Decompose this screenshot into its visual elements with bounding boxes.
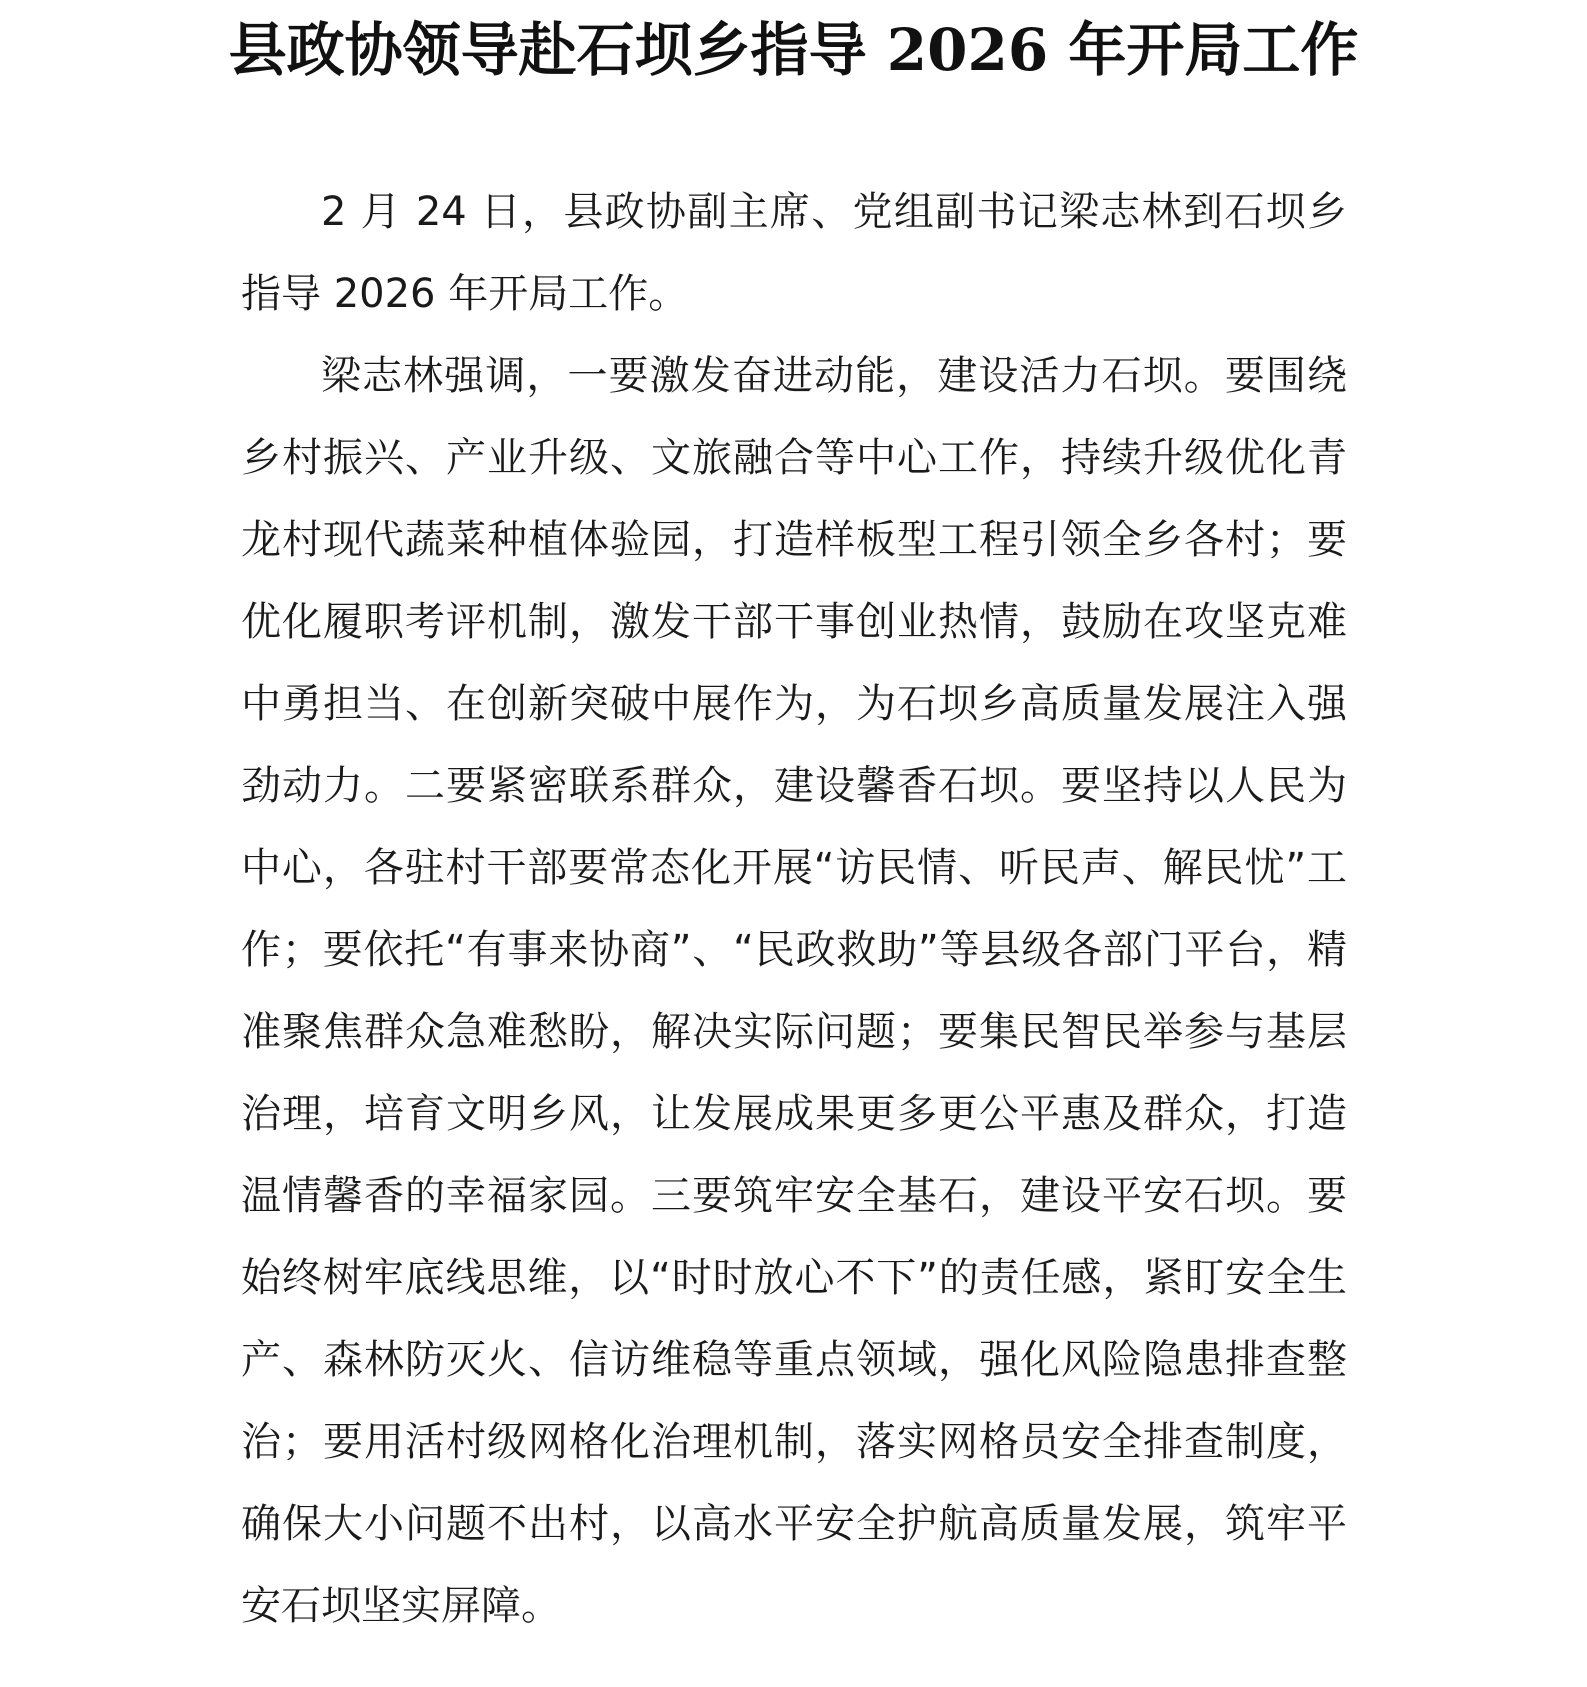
paragraph-intro: 2 月 24 日，县政协副主席、党组副书记梁志林到石坝乡指导 2026 年开局工作。 xyxy=(241,189,1347,317)
document-title: 县政协领导赴石坝乡指导 2026 年开局工作 xyxy=(228,16,1359,84)
paragraph-main: 梁志林强调，一要激发奋进动能，建设活力石坝。要围绕乡村振兴、产业升级、文旅融合等中心工作，持续升级优化青龙村现代蔬菜种植体验园，打造样板型工程引领全乡各村；要优化履职考评机制，激发干部干事创业热情，鼓励在攻坚克难中勇担当、在创新突破中展作为，为石坝乡高质量发展注入强劲动力。二要紧密联系群众，建设馨香石坝。要坚持以人民为中心，各驻村干部要常态化开展“访民情、听民声、解民忧”工作；要依托“有事来协商”、“民政救助”等县级各部门平台，精准聚焦群众急难愁盼，解决实际问题；要集民智民举参与基层治理，培育文明乡风，让发展成果更多更公平惠及群众，打造温情馨香的幸福家园。三要筑牢安全基石，建设平安石坝。要始终树牢底线思维，以“时时放心不下”的责任感，紧盯安全生产、森林防灭火、信访维稳等重点领域，强化风险隐患排查整治；要用活村级网格化治理机制，落实网格员安全排查制度，确保大小问题不出村，以高水平安全护航高质量发展，筑牢平安石坝坚实屏障。 xyxy=(241,353,1347,1629)
document-body xyxy=(241,171,1347,1647)
